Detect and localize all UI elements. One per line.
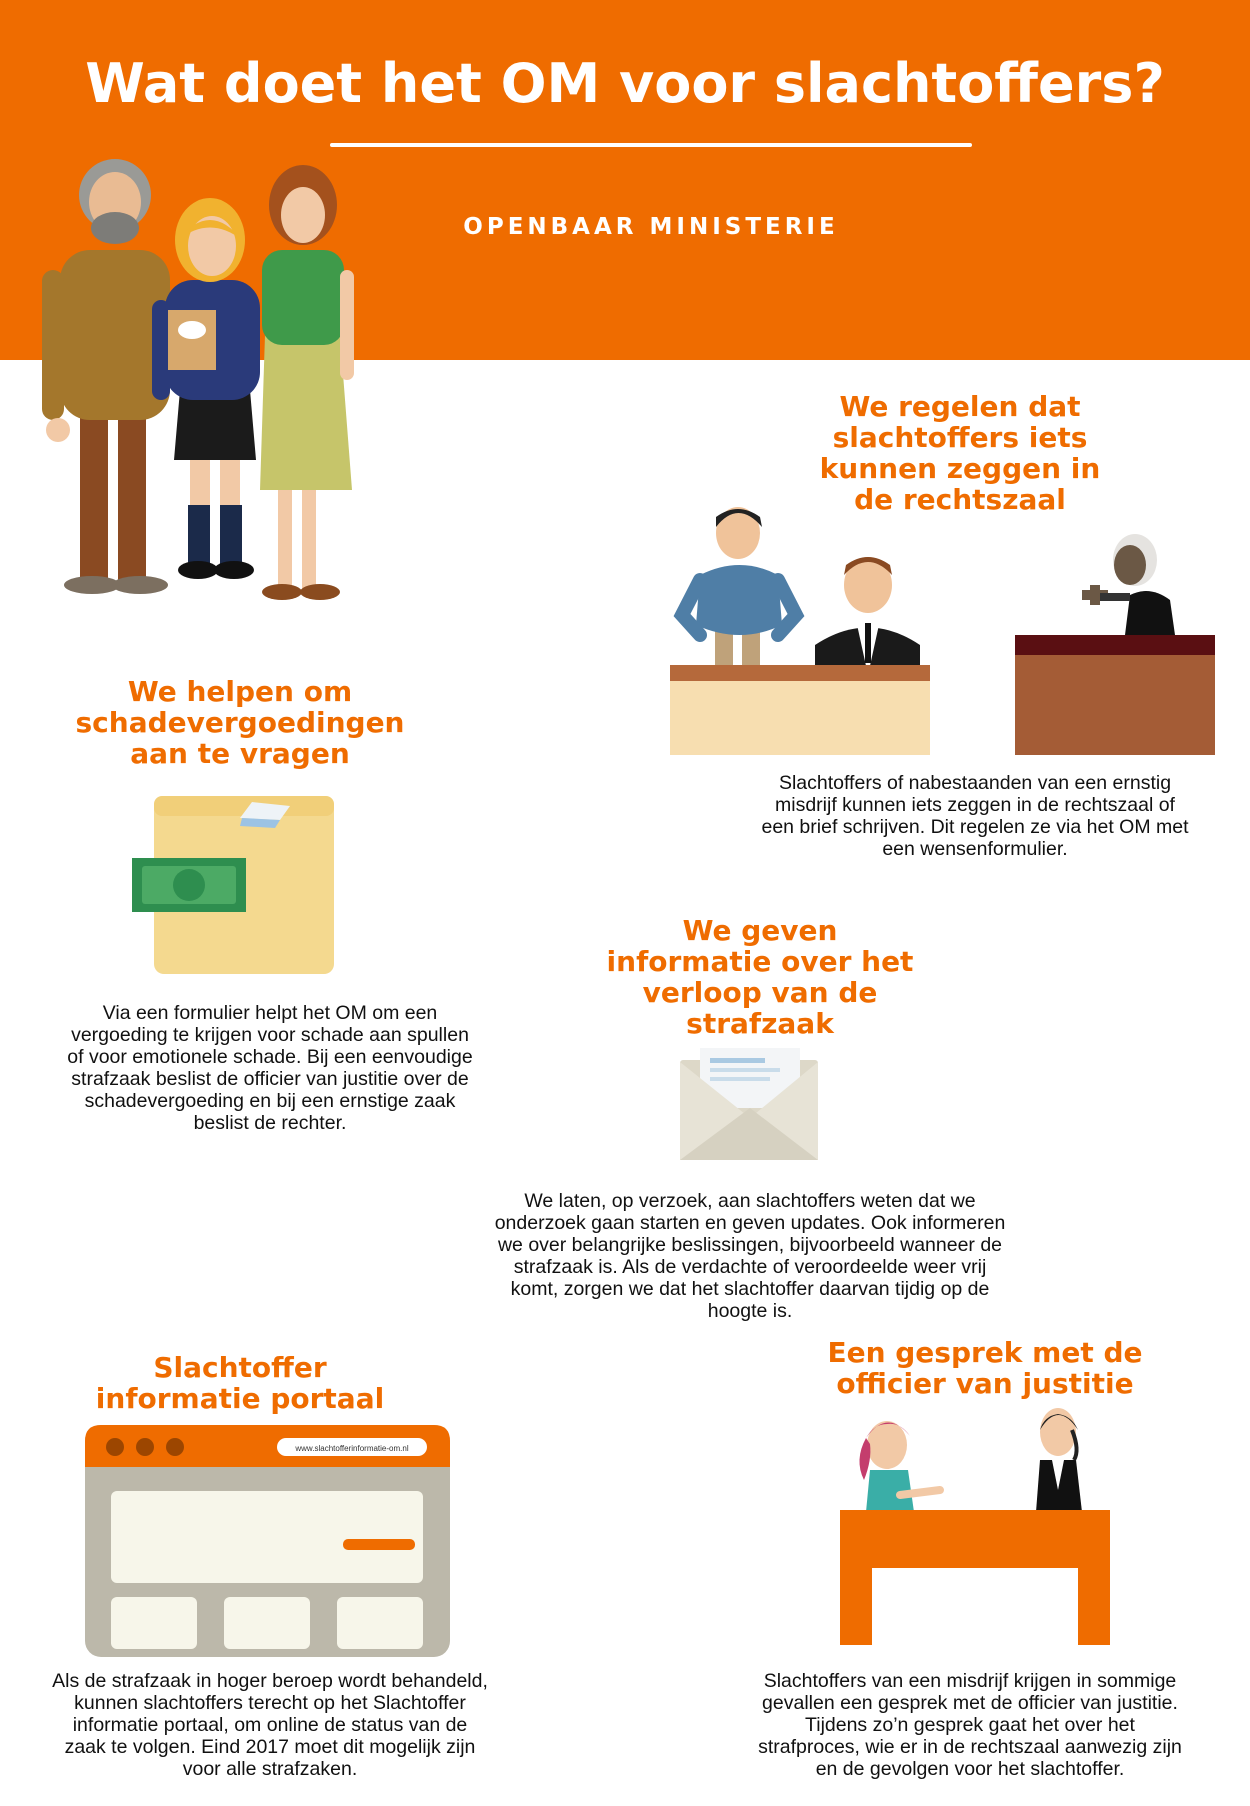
envelope-icon — [680, 1048, 820, 1160]
page-title: Wat doet het OM voor slachtoffers? — [85, 52, 1165, 115]
conversation-body: Slachtoffers van een misdrijf krijgen in sommige gevallen een gesprek met de officier van justitie. Tijdens zo’n gesprek gaat het over het strafproces, wie er in de rechtszaal aanwezig zijn en de gevolgen voor het slachtoffer. — [758, 1670, 1182, 1780]
meeting-desk-icon — [840, 1400, 1115, 1645]
court-body: Slachtoffers of nabestaanden van een ernstig misdrijf kunnen iets zeggen in de rechtszaal of een brief schrijven. Dit regelen ze via het OM met een wensenformulier. — [761, 772, 1189, 860]
browser-window-icon — [85, 1425, 450, 1657]
portal-url: www.slachtofferinformatie-om.nl — [295, 1444, 409, 1453]
information-heading: We geven informatie over het verloop van de strafzaak — [606, 914, 914, 1040]
information-body: We laten, op verzoek, aan slachtoffers weten dat we onderzoek gaan starten en geven updates. Ook informeren we over belangrijke beslissingen, bijvoorbeeld wanneer de strafzaak is. Als de verdachte of veroordeelde weer vrij komt, zorgen we dat het slachtoffer daarvan tijdig op de hoogte is. — [494, 1190, 1006, 1322]
organization-name: OPENBAAR MINISTERIE — [463, 214, 839, 240]
family-icon — [20, 160, 350, 610]
portal-body: Als de strafzaak in hoger beroep wordt behandeld, kunnen slachtoffers terecht op het Slachtoffer informatie portaal, om online de status van de zaak te volgen. Eind 2017 moet dit mogelijk zijn voor alle strafzaken. — [52, 1670, 488, 1780]
courtroom-icon — [670, 505, 1215, 755]
money-folder-icon — [130, 790, 340, 975]
compensation-heading: We helpen om schadevergoedingen aan te vragen — [75, 675, 405, 770]
portal-heading: Slachtoffer informatie portaal — [95, 1351, 385, 1415]
conversation-heading: Een gesprek met de officier van justitie — [827, 1336, 1143, 1400]
compensation-body: Via een formulier helpt het OM om een vergoeding te krijgen voor schade aan spullen of voor emotionele schade. Bij een eenvoudige strafzaak beslist de officier van justitie over de schadevergoeding en bij een ernstige zaak beslist de rechter. — [67, 1002, 473, 1134]
court-heading: We regelen dat slachtoffers iets kunnen zeggen in de rechtszaal — [819, 390, 1101, 516]
title-divider — [330, 143, 972, 147]
